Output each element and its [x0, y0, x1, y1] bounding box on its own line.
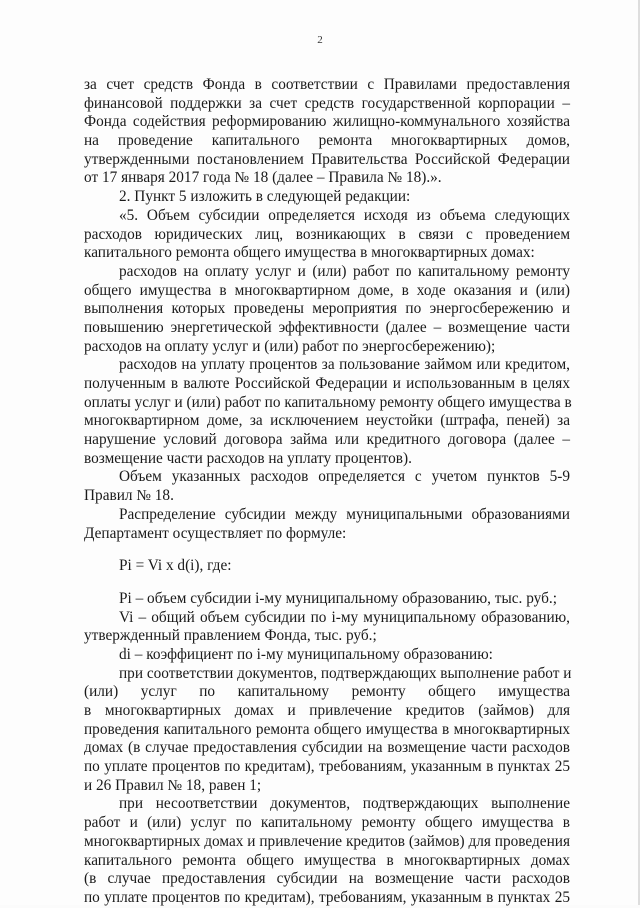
text-line: по уплате процентов по кредитам), требованиям, указанным в пунктах 25	[84, 758, 570, 776]
document-body	[84, 76, 570, 908]
text-line: Pi – объем субсидии i-му муниципальному образованию, тыс. руб.;	[119, 589, 557, 607]
paragraph-gap	[84, 543, 570, 557]
text-line: утвержденный правлением Фонда, тыс. руб.;	[84, 627, 377, 645]
paragraph	[84, 468, 570, 505]
paragraph	[84, 263, 570, 356]
page-number: 2	[317, 34, 323, 46]
text-line: при несоответствии документов, подтверждающих выполнение	[119, 795, 570, 813]
text-line: проведения капитального ремонта общего имущества в многоквартирных	[84, 720, 570, 738]
text-line: и 26 Правил № 18, равен 1;	[84, 776, 262, 794]
text-line: общего имущества в многоквартирном доме, в ходе оказания и (или)	[84, 281, 570, 299]
text-line: капитального ремонта общего имущества в многоквартирных домах:	[84, 244, 535, 262]
paragraph	[84, 557, 570, 576]
text-line: работ и (или) услуг по капитальному ремонту общего имущества в	[84, 814, 570, 832]
text-line: Распределение субсидии между муниципальными образованиями	[119, 505, 570, 523]
paragraph	[84, 506, 570, 543]
text-line: финансовой поддержки за счет средств государственной корпорации –	[84, 94, 570, 112]
text-line: возмещение части расходов на уплату процентов).	[84, 449, 412, 467]
text-line: расходов на оплату услуг и (или) работ по энергосбережению);	[84, 337, 496, 355]
paragraph	[84, 76, 570, 188]
text-line: (или) услуг по капитальному ремонту общего имущества	[84, 683, 570, 701]
text-line: Департамент осуществляет по формуле:	[84, 524, 347, 542]
text-line: 2. Пункт 5 изложить в следующей редакции:	[119, 188, 411, 206]
text-line: домах (в случае предоставления субсидии на возмещение части расходов	[84, 739, 570, 757]
text-line: di – коэффициент по i-му муниципальному образованию:	[119, 645, 493, 663]
paragraph	[84, 590, 570, 609]
text-line: в многоквартирных домах и привлечение кредитов (займов) для	[84, 702, 570, 719]
paragraph	[84, 356, 570, 468]
paragraph	[84, 665, 570, 796]
text-line: полученным в валюте Российской Федерации и использованным в целях	[84, 375, 570, 392]
text-line: «5. Объем субсидии определяется исходя из объема следующих	[119, 206, 570, 224]
text-line: многоквартирном доме, за исключением неустойки (штрафа, пеней) за	[84, 412, 570, 430]
text-line: выполнения которых проведены мероприятия по энергосбережению и	[84, 300, 570, 318]
text-line: Фонда содействия реформированию жилищно-коммунального хозяйства	[84, 113, 570, 131]
paragraph	[84, 207, 570, 263]
text-line: Объем указанных расходов определяется с учетом пунктов 5-9	[119, 468, 570, 486]
text-line: расходов на оплату услуг и (или) работ по капитальному ремонту	[119, 262, 570, 280]
text-line: Правил № 18.	[84, 487, 174, 505]
text-line: Pi = Vi x d(i), где:	[119, 557, 232, 575]
paragraph	[84, 188, 570, 207]
text-line: оплаты услуг и (или) работ по капитальному ремонту общего имущества в	[84, 393, 572, 411]
text-line: капитального ремонта общего имущества в многоквартирных домах	[84, 851, 570, 869]
text-line: за счет средств Фонда в соответствии с Правилами предоставления	[84, 76, 570, 93]
text-line: нарушение условий договора займа или кредитного договора (далее –	[84, 431, 570, 449]
paragraph	[84, 646, 570, 665]
paragraph	[84, 609, 570, 646]
text-line: расходов юридических лиц, возникающих в связи с проведением	[84, 225, 570, 243]
text-line: при соответствии документов, подтверждающих выполнение работ и	[119, 664, 572, 682]
text-line: утвержденными постановлением Правительства Российской Федерации	[84, 150, 570, 168]
text-line: многоквартирных домах и привлечение кредитов (займов) для проведения	[84, 832, 570, 850]
text-line: по уплате процентов по кредитам), требованиям, указанным в пунктах 25	[84, 888, 570, 906]
text-line: на проведение капитального ремонта многоквартирных домов,	[84, 132, 570, 150]
text-line: (в случае предоставления субсидии на возмещение части расходов	[84, 870, 570, 888]
text-line: расходов на уплату процентов за пользование займом или кредитом,	[119, 356, 570, 374]
paragraph-gap	[84, 576, 570, 590]
text-line: повышению энергетической эффективности (далее – возмещение части	[84, 318, 570, 336]
text-line: Vi – общий объем субсидии по i-му муниципальному образованию,	[119, 608, 570, 626]
text-line: от 17 января 2017 года № 18 (далее – Правила № 18).».	[84, 169, 442, 187]
paragraph	[84, 795, 570, 907]
